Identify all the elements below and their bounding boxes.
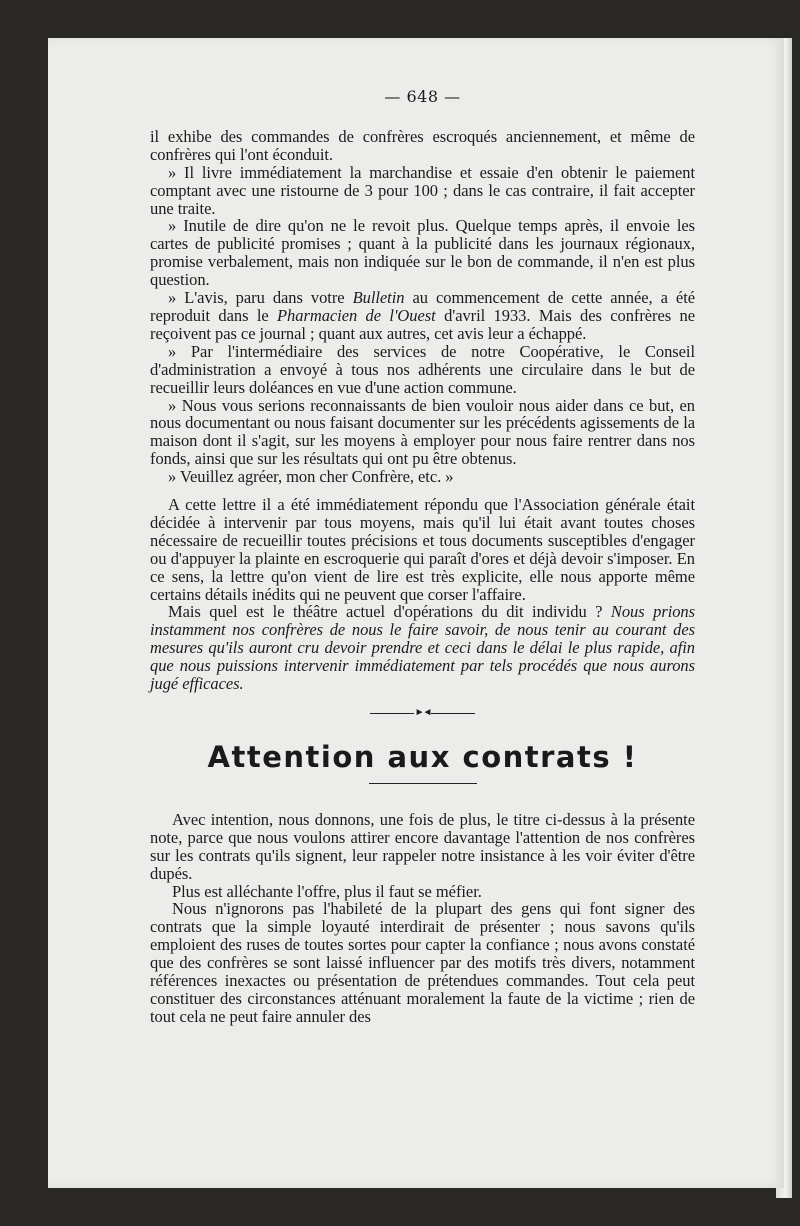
section-heading: Attention aux contrats ! <box>207 740 638 774</box>
heading-rule <box>369 783 477 784</box>
paragraph-8: A cette lettre il a été immédiatement répondu que l'Association générale était décidée à intervenir par tous moyens, mais qu'il lui était avant toutes choses nécessaire de recueillir toutes précisions et tous documents susceptibles d'engager ou d'appuyer la plainte en escroquerie qui paraît d'ores et déjà devoir s'imposer. En ce sens, la lettre qu'on vient de lire est très explicite, elle nous apporte même certains détails inédits qui ne peuvent que corser l'affaire. <box>150 495 695 604</box>
paragraph-9 <box>150 603 695 693</box>
p9-text-a: Mais quel est le théâtre actuel d'opérations du dit individu ? <box>168 602 611 622</box>
document-page <box>48 38 784 1188</box>
journal-title: Pharmacien de l'Ouest <box>277 305 436 325</box>
paragraph-3: » Inutile de dire qu'on ne le revoit plus. Quelque temps après, il envoie les cartes de publicité promises ; quant à la publicité dans les journaux régionaux, promise verbalement, mais non indiquée sur le bon de commande, il n'en est plus question. <box>150 216 695 290</box>
paragraph-7: » Veuillez agréer, mon cher Confrère, etc. » <box>168 467 454 487</box>
p4-text-e: d'avril 1933. Mais des confrères ne reçoivent pas ce journal ; quant aux autres, cet avis leur a échappé. <box>150 305 696 343</box>
ornament-divider: ►◄ <box>150 705 695 721</box>
section2-paragraph-3: Nous n'ignorons pas l'habileté de la plupart des gens qui font signer des contrats que la simple loyauté interdirait de présenter ; nous savons qu'ils emploient des ruses de toutes sortes pour capter la confiance ; nous avons constaté que des confrères se sont laissé influencer par des motifs très divers, notamment références inexactes ou présentation de prétendues commandes. Tout cela peut constituer des circonstances atténuant moralement la faute de la victime ; rien de tout cela ne peut faire annuler des <box>150 899 695 1026</box>
page-content <box>150 88 695 1026</box>
section2-paragraph-1: Avec intention, nous donnons, une fois de plus, le titre ci-dessus à la présente note, parce que nous voulons attirer encore davantage l'attention de nos confrères sur les contrats qu'ils signent, leur rappeler notre insistance à les voir éviter d'être dupés. <box>150 809 695 883</box>
paragraph-6: » Nous vous serions reconnaissants de bien vouloir nous aider dans ce but, en nous documentant ou nous faisant documenter sur les précédents agissements de la maison dont il s'agit, sur les moyens à employer pour nous faire rentrer dans nos fonds, ainsi que sur les résultats qui ont pu être obtenus. <box>150 395 695 469</box>
paragraph-2: » Il livre immédiatement la marchandise et essaie d'en obtenir le paiement comptant avec une ristourne de 3 pour 100 ; dans le cas contraire, il fait accepter une traite. <box>150 162 695 218</box>
paragraph-4 <box>150 289 695 343</box>
p4-text-c: au commencement de cette année, a été reproduit dans le <box>150 288 696 325</box>
p9-italic-request: Nous prions instamment nos confrères de nous le faire savoir, de nous tenir au courant des mesures qu'ils auront cru devoir prendre et ceci dans le délai le plus rapide, afin que nous puissions intervenir immédiatement par tels procédés que nous aurons jugé efficaces. <box>150 602 695 694</box>
bulletin-title: Bulletin <box>352 288 405 308</box>
paragraph-1: il exhibe des commandes de confrères escroqués anciennement, et même de confrères qui l'ont éconduit. <box>150 126 695 164</box>
paragraph-5: » Par l'intermédiaire des services de notre Coopérative, le Conseil d'administration a envoyé à tous nos adhérents une circulaire dans le but de recueillir leurs doléances en vue d'une action commune. <box>150 341 695 397</box>
p4-text-a: » L'avis, paru dans votre <box>168 288 353 308</box>
section2-paragraph-2: Plus est alléchante l'offre, plus il faut se méfier. <box>172 881 482 901</box>
page-number: — 648 — <box>384 87 461 106</box>
